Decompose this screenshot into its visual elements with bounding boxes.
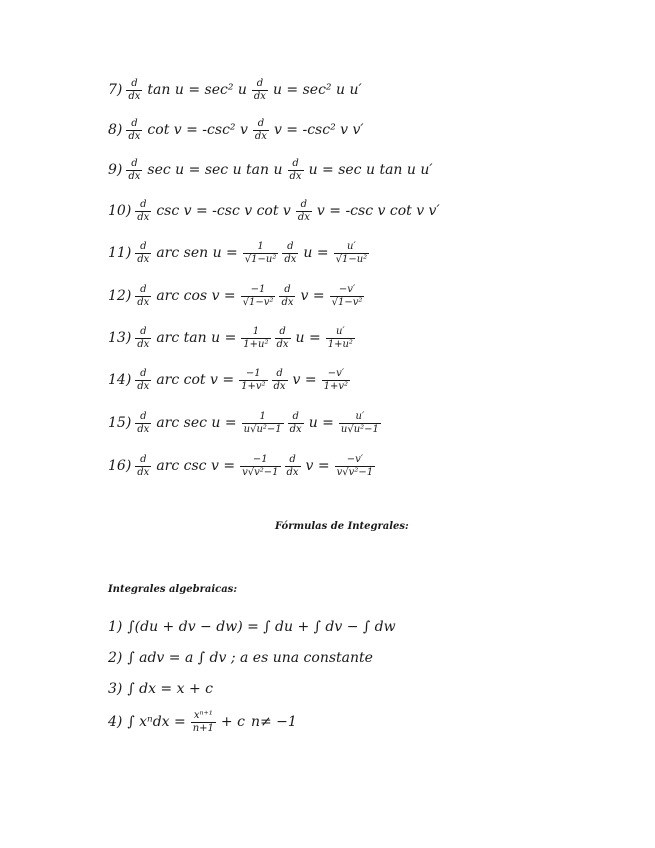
fraction <box>135 326 151 351</box>
derivative-formula <box>108 193 443 229</box>
numerator: d <box>140 453 147 465</box>
integral-formula <box>108 674 216 704</box>
formula-number: 7) <box>108 82 123 98</box>
numerator: d <box>131 117 138 129</box>
numerator: d <box>300 198 308 210</box>
fraction <box>288 158 304 183</box>
formula-text: n≠ −1 <box>250 714 297 730</box>
fraction <box>288 411 304 436</box>
fraction <box>191 710 216 735</box>
formula-text: sec u = sec u tan u <box>147 162 283 178</box>
fraction <box>296 199 312 224</box>
fraction <box>126 158 142 183</box>
formula-text: tan u = sec² u <box>147 82 247 98</box>
derivative-formula <box>108 362 352 398</box>
formula-text: u = <box>303 245 329 261</box>
derivative-formula <box>108 320 357 356</box>
formula-text: u = sec² u u′ <box>272 82 362 98</box>
fraction <box>135 199 151 224</box>
numerator: −v′ <box>338 283 356 295</box>
formula-text: u = sec u tan u u′ <box>308 162 433 178</box>
formula-text: u = <box>295 330 321 346</box>
numerator: d <box>287 240 294 252</box>
algebraic-integrals-heading: Integrales algebraicas: <box>108 584 238 595</box>
fraction <box>135 454 151 479</box>
denominator: √1−u² <box>335 253 368 265</box>
formula-number: 1) <box>108 619 123 635</box>
denominator: dx <box>253 90 266 102</box>
formula-text: ∫(du + dv − dw) = ∫ du + ∫ dv − ∫ dw <box>127 619 396 635</box>
derivative-formula <box>108 278 366 314</box>
numerator: d <box>140 240 147 252</box>
formula-text: arc csc v = <box>156 458 236 474</box>
formula-text: ∫ adv = a ∫ dv ; a es una constante <box>127 650 373 666</box>
formula-text: arc cos v = <box>156 288 236 304</box>
numerator: d <box>131 157 138 169</box>
numerator: d <box>292 157 299 169</box>
numerator: d <box>131 77 138 89</box>
derivative-formula <box>108 152 436 188</box>
formula-text: cot v = -csc² v <box>147 122 248 138</box>
formula-text: u = <box>308 415 334 431</box>
denominator: dx <box>289 170 302 182</box>
fraction <box>322 368 350 393</box>
integral-formula <box>108 707 300 737</box>
formula-number: 9) <box>108 162 123 178</box>
formula-number: 4) <box>108 714 123 730</box>
fraction <box>339 411 381 436</box>
fraction <box>330 284 365 309</box>
numerator: d <box>284 283 291 295</box>
numerator: d <box>292 410 299 422</box>
fraction <box>135 368 151 393</box>
denominator: dx <box>128 90 141 102</box>
denominator: dx <box>137 423 150 435</box>
fraction <box>126 118 142 143</box>
fraction <box>282 241 298 266</box>
denominator: dx <box>284 253 297 265</box>
fraction <box>252 78 268 103</box>
denominator: v√v²−1 <box>242 466 279 478</box>
denominator: 1+u² <box>243 338 269 350</box>
integral-formula <box>108 643 376 673</box>
derivative-formula <box>108 405 383 441</box>
numerator: u′ <box>347 240 356 252</box>
numerator: d <box>279 325 286 337</box>
fraction <box>334 241 370 266</box>
fraction <box>126 78 142 103</box>
fraction <box>335 454 375 479</box>
fraction <box>135 284 151 309</box>
numerator: d <box>256 77 264 89</box>
denominator: dx <box>137 211 150 223</box>
fraction <box>275 326 291 351</box>
fraction <box>239 368 267 393</box>
numerator: 1 <box>252 325 260 337</box>
denominator: dx <box>273 380 286 392</box>
formula-text: arc sen u = <box>156 245 238 261</box>
denominator: 1+v² <box>323 380 349 392</box>
fraction <box>279 284 295 309</box>
formula-text: arc cot v = <box>156 372 235 388</box>
numerator: d <box>276 367 283 379</box>
formula-text: v = -csc² v v′ <box>273 122 364 138</box>
formula-text: ∫ dx = x + c <box>127 681 213 697</box>
formula-number: 14) <box>108 372 132 388</box>
formula-text: ∫ xⁿdx = <box>127 714 186 730</box>
denominator: dx <box>128 170 141 182</box>
formula-number: 16) <box>108 458 132 474</box>
formula-text: csc v = -csc v cot v <box>156 203 291 219</box>
numerator: d <box>140 283 147 295</box>
numerator: 1 <box>259 410 266 422</box>
numerator: u′ <box>355 410 365 422</box>
formula-text: + c <box>220 714 245 730</box>
formula-number: 2) <box>108 650 123 666</box>
formula-text: arc tan u = <box>156 330 237 346</box>
denominator: dx <box>281 296 294 308</box>
formula-number: 3) <box>108 681 123 697</box>
numerator: d <box>140 410 147 422</box>
denominator: dx <box>137 296 150 308</box>
numerator: 1 <box>257 240 264 252</box>
denominator: √1−v² <box>242 296 274 308</box>
denominator: n+1 <box>192 722 214 734</box>
denominator: dx <box>254 130 267 142</box>
numerator: −1 <box>252 453 268 465</box>
numerator: d <box>140 367 147 379</box>
denominator: dx <box>289 423 302 435</box>
denominator: dx <box>137 338 150 350</box>
numerator: d <box>257 117 265 129</box>
fraction <box>326 326 355 351</box>
denominator: 1+u² <box>327 338 353 350</box>
derivative-formula <box>108 112 367 148</box>
fraction <box>243 241 279 266</box>
fraction <box>241 326 270 351</box>
fraction <box>285 454 301 479</box>
derivative-formula <box>108 72 365 108</box>
fraction <box>241 284 276 309</box>
integral-formula <box>108 612 399 642</box>
numerator: d <box>140 198 147 210</box>
fraction <box>135 241 151 266</box>
numerator: −1 <box>250 283 266 295</box>
denominator: 1+v² <box>241 380 266 392</box>
derivative-formula <box>108 448 377 484</box>
denominator: v√v²−1 <box>336 466 374 478</box>
formula-text: v = <box>305 458 330 474</box>
fraction <box>242 411 284 436</box>
denominator: dx <box>128 130 141 142</box>
derivative-formula <box>108 235 371 271</box>
numerator: u′ <box>335 325 345 337</box>
formula-text: v = <box>292 372 317 388</box>
formula-text: v = <box>300 288 325 304</box>
denominator: u√u²−1 <box>243 423 282 435</box>
numerator: xⁿ⁺¹ <box>193 709 213 721</box>
integral-formulas-heading: Fórmulas de Integrales: <box>275 521 409 532</box>
numerator: d <box>289 453 296 465</box>
formula-number: 13) <box>108 330 132 346</box>
denominator: dx <box>276 338 289 350</box>
numerator: −v′ <box>346 453 363 465</box>
numerator: d <box>140 325 147 337</box>
denominator: dx <box>297 211 310 223</box>
formula-number: 8) <box>108 122 123 138</box>
formula-number: 12) <box>108 288 132 304</box>
formula-text: v = -csc v cot v v′ <box>316 203 440 219</box>
denominator: dx <box>137 380 150 392</box>
fraction <box>135 411 151 436</box>
numerator: −1 <box>245 367 261 379</box>
denominator: dx <box>286 466 299 478</box>
denominator: u√u²−1 <box>340 423 379 435</box>
formula-number: 10) <box>108 203 132 219</box>
formula-number: 11) <box>108 245 132 261</box>
denominator: √1−v² <box>331 296 363 308</box>
fraction <box>253 118 269 143</box>
numerator: −v′ <box>327 367 344 379</box>
formula-number: 15) <box>108 415 132 431</box>
fraction <box>272 368 288 393</box>
denominator: dx <box>137 253 150 265</box>
denominator: √1−u² <box>244 253 277 265</box>
denominator: dx <box>137 466 150 478</box>
formula-text: arc sec u = <box>156 415 237 431</box>
fraction <box>240 454 280 479</box>
